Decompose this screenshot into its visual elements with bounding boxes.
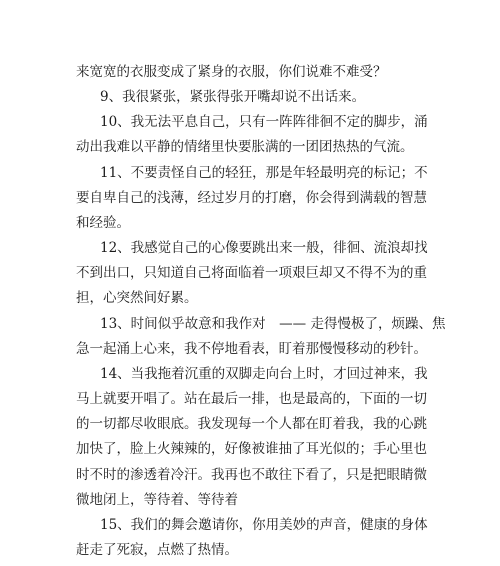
text-line: 要自卑自己的浅薄，经过岁月的打磨，你会得到满载的智慧 bbox=[76, 190, 427, 206]
text-line: 11、不要责怪自己的轻狂，那是年轻最明亮的标记；不 bbox=[100, 165, 428, 181]
text-line: 和经验。 bbox=[76, 215, 130, 231]
text-line: 急一起涌上心来，我不停地看表，盯着那慢慢移动的秒针。 bbox=[76, 341, 427, 357]
text-line: 的一切都尽收眼底。我发现每一个人都在盯着我，我的心跳 bbox=[76, 416, 427, 432]
text-line: 10、我无法平息自己，只有一阵阵徘徊不定的脚步，涌 bbox=[100, 114, 428, 130]
text-line: 来宽宽的衣服变成了紧身的衣服，你们说难不难受？ bbox=[76, 64, 387, 80]
text-line: 不到出口，只知道自己将面临着一项艰巨却又不得不为的重 bbox=[76, 265, 427, 281]
text-line: 赶走了死寂，点燃了热情。 bbox=[76, 542, 238, 558]
text-line: 14、当我拖着沉重的双脚走向台上时，才回过神来，我 bbox=[100, 366, 428, 382]
text-line: 动出我难以平静的情绪里快要胀满的一团团热热的气流。 bbox=[76, 139, 414, 155]
text-line: 9、我很紧张，紧张得张开嘴却说不出话来。 bbox=[100, 89, 366, 105]
text-line: 12、我感觉自己的心像要跳出来一般，徘徊、流浪却找 bbox=[100, 240, 428, 256]
text-line: 时不时的渗透着冷汗。我再也不敢往下看了，只是把眼睛微 bbox=[76, 467, 427, 483]
text-line: 担，心突然间好累。 bbox=[76, 290, 198, 306]
text-line: 微地闭上，等待着、等待着 bbox=[76, 492, 238, 508]
text-line: 马上就要开唱了。站在最后一排，也是最高的，下面的一切 bbox=[76, 391, 427, 407]
text-line: 加快了，脸上火辣辣的，好像被谁抽了耳光似的；手心里也 bbox=[76, 441, 427, 457]
text-line: 13、时间似乎故意和我作对 —— 走得慢极了，烦躁、焦 bbox=[100, 316, 446, 332]
text-line: 15、我们的舞会邀请你，你用美妙的声音，健康的身体 bbox=[100, 517, 428, 533]
